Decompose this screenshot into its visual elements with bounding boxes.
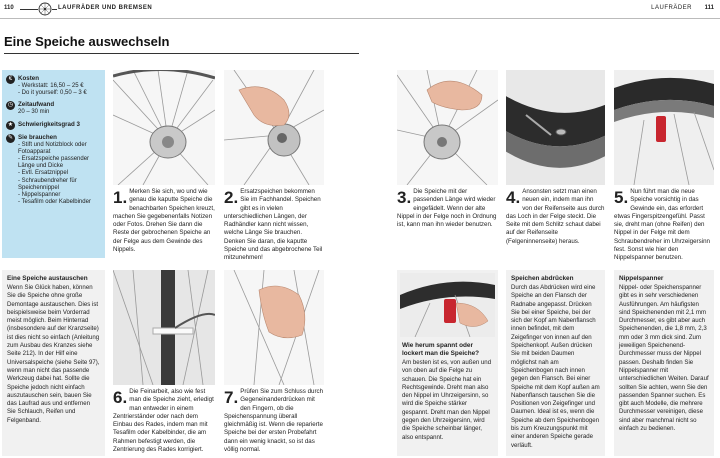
panel-heading: Speichen abdrücken <box>511 275 574 282</box>
panel-heading: Eine Speiche austauschen <box>7 275 88 282</box>
needs-item: - Evtl. Ersatznippel <box>18 170 69 177</box>
needs-list <box>18 142 101 207</box>
section-title-right: LAUFRÄDER <box>651 5 692 11</box>
step-text: Ersatzspeichen bekommen Sie im Fachhandel. Speichen gibt es in vielen unterschiedlichen Längen, der Radhändler kann nicht wissen, welche Länge Sie brauchen. Denken Sie daran, die kaputte Speiche und das abgebrochene Teil mitzunehmen! <box>224 188 323 262</box>
photo-step-1 <box>113 70 215 185</box>
page-number-right: 111 <box>704 5 714 11</box>
cost-line: - Werkstatt: 16,50 – 25 € <box>18 83 84 89</box>
star-icon: ★ <box>7 121 14 128</box>
step-text: Die Feinarbeit, also wie fest man die Speiche zieht, erledigt man entweder in einem Zentrierständer oder nach dem Einbau des Rades, indem man mit Tesafilm oder Kabelbinder, die am Rahmen befestigt werden, die Zentrierung des Rades korrigiert. <box>113 388 214 454</box>
photo-step-3 <box>397 70 498 185</box>
step-3 <box>397 188 498 229</box>
panel-body: Wenn Sie Glück haben, können Sie die Speiche ohne große Demontage austauschen. Dies ist beispielsweise beim Vorderrad meist möglich. Beim Hinterrad (insbesondere auf der Kranzseite) ist dies nicht so einfach (Anleitung zum Ausbau des Kranzes siehe Seite 212). In der Hilf eine Universalspeiche (siehe Seite 97), wenn man nicht das passende Werkzeug dabei hat. Sollte die Speiche jedoch nicht einfach auszutauschen sein, bauen Sie das Laufrad aus und entfernen Sie Schlauch, Reifen und Felgenband. <box>7 284 100 424</box>
step-number: 5. <box>614 188 629 207</box>
step-text: Prüfen Sie zum Schluss durch Gegeneinanderdrücken mit den Fingern, ob die Speichenspannung überall gleichmäßig ist. Wenn die reparierte Speiche bei der ersten Probefahrt dann ein wenig knackt, so ist das völlig normal. <box>224 388 324 454</box>
time-value: 20 – 30 min <box>18 109 50 116</box>
needs-section <box>6 134 101 207</box>
panel-heading: Wie herum spannt oder lockert man die Speiche? <box>402 342 480 357</box>
time-label: Zeitaufwand <box>18 101 55 109</box>
step-number: 7. <box>224 388 239 407</box>
step-number: 6. <box>113 388 128 407</box>
needs-label: Sie brauchen <box>18 133 57 141</box>
panel-spannt <box>397 270 498 456</box>
page-number-left: 110 <box>4 5 14 11</box>
panel-body: Durch das Abdrücken wird eine Speiche an den Flansch der Radnabe angepasst. Drücken Sie bei einer Speiche, bei der sich der Kopf am Nabenflansch innen befindet, mit dem Zeigefinger von innen auf den Speichenkopf. Außen drücken Sie mit beiden Daumen möglichst nah am Speichenbogen nach innen gegen den Flansch. Bei einer Speiche mit dem Kopf außen am Nabenflansch tauschen Sie die Positionen von Zeigefinger und Daumen. Ideal ist es, wenn die Speiche ab dem Speichenbogen bis zum Kreuzungspunkt mit einer anderen Speiche gerade verläuft. <box>511 284 600 449</box>
photo-step-5 <box>614 70 714 185</box>
needs-item: - Schraubendreher für Speichennippel <box>18 177 77 191</box>
section-title-left: LAUFRÄDER UND BREMSEN <box>58 5 153 11</box>
cost-label: Kosten <box>18 75 39 82</box>
wheel-icon <box>38 2 52 16</box>
step-5 <box>614 188 714 263</box>
step-number: 4. <box>506 188 521 207</box>
panel-heading: Nippelspanner <box>619 275 664 282</box>
header-rule <box>20 9 38 10</box>
step-text: Ansonsten setzt man einen neuen ein, indem man ihn von der Reifenseite aus durch das Loch in der Felge steckt. Die Seite mit dem Schlitz schaut dabei auf der Reifenseite (Felgeninnenseite) heraus. <box>506 188 605 245</box>
panel-nippelspanner <box>614 270 714 456</box>
step-number: 1. <box>113 188 128 207</box>
needs-item: - Ersatzspeiche passender Länge und Dicke <box>18 156 90 170</box>
step-2 <box>224 188 324 263</box>
needs-item: - Stift und Notizblock oder Fotoapparat <box>18 141 87 155</box>
step-4 <box>506 188 605 246</box>
header-rule <box>52 9 57 10</box>
needs-item: - Tesafilm oder Kabelbinder <box>18 199 91 206</box>
panel-abdruecken <box>506 270 605 456</box>
step-text: Merken Sie sich, wo und wie genau die kaputte Speiche die benachbarten Speichen kreuzt, machen Sie gegebenenfalls Notizen oder Fotos. Drehen Sie dann die Reste der gebrochenen Speiche an der Felge aus dem Gewinde des Nippels. <box>113 188 215 254</box>
photo-step-7 <box>224 270 324 385</box>
step-text: Die Speiche mit der passenden Länge wird wieder eingefädelt. Wenn der alte Nippel in der Felge noch in Ordnung ist, kann man ihn wieder benutzen. <box>397 188 497 229</box>
page-header <box>0 0 720 20</box>
clock-icon: ◷ <box>7 102 14 109</box>
header-divider <box>0 18 720 19</box>
nipple-spanner-photo <box>400 273 495 337</box>
step-6 <box>113 388 215 454</box>
panel-body: Nippel- oder Speichenspanner gibt es in sehr verschiedenen Ausführungen. Am häufigsten sind Speichenenden mit 2,1 mm Durchmesser, es gibt aber auch Speichenenden, die 1,8 mm, 2,3 mm oder 3 mm dick sind. Zum jeweiligen Speichenend-Durchmesser muss der Nippel passen. Deshalb finden Sie Nippelspanner mit unterschiedlichen Weiten. Darauf sollten Sie achten, wenn Sie den passenden Spanner suchen. Es gibt auch Modelle, die mehrere Durchmesser vereinigen, diese sind aber manchmal nicht so einfach zu bedienen. <box>619 284 709 433</box>
step-number: 2. <box>224 188 239 207</box>
wrench-icon: ✎ <box>7 134 14 141</box>
difficulty-label: Schwierigkeitsgrad 3 <box>18 120 80 128</box>
step-number: 3. <box>397 188 412 207</box>
step-1 <box>113 188 215 254</box>
euro-icon: € <box>6 75 15 84</box>
step-7 <box>224 388 324 454</box>
photo-step-2 <box>224 70 324 185</box>
difficulty-section <box>6 121 101 130</box>
panel-austauschen <box>2 270 105 456</box>
photo-step-6 <box>113 270 215 385</box>
cost-line: - Do it yourself: 0,50 – 3 € <box>18 90 87 97</box>
panel-body: Am besten ist es, von außen und von oben auf die Felge zu schauen. Die Speiche hat ein Rechtsgewinde. Dreht man also den Nippel im Uhrzeigersinn, so wird die Speiche stärker gespannt. Dreht man den Nippel gegen den Uhrzeigersinn, wird die Speiche scheinbar länger, also entspannt. <box>402 359 492 441</box>
cost-section <box>6 75 101 97</box>
info-box <box>2 70 105 258</box>
time-section <box>6 101 101 116</box>
needs-item: - Nippelspanner <box>18 192 61 199</box>
page-title: Eine Speiche auswechseln <box>4 34 170 49</box>
step-text: Nun führt man die neue Speiche vorsichtig in das Gewinde ein, das erfordert etwas Fingerspitzengefühl. Passt sie, dreht man (ohne Reifen) den Nippel in der Felge mit dem Schraubendreher im Uhrzeigersinn fest. Sonst wie hier den Nippelspanner benutzen. <box>614 188 710 262</box>
title-rule <box>4 53 359 54</box>
photo-step-4 <box>506 70 605 185</box>
